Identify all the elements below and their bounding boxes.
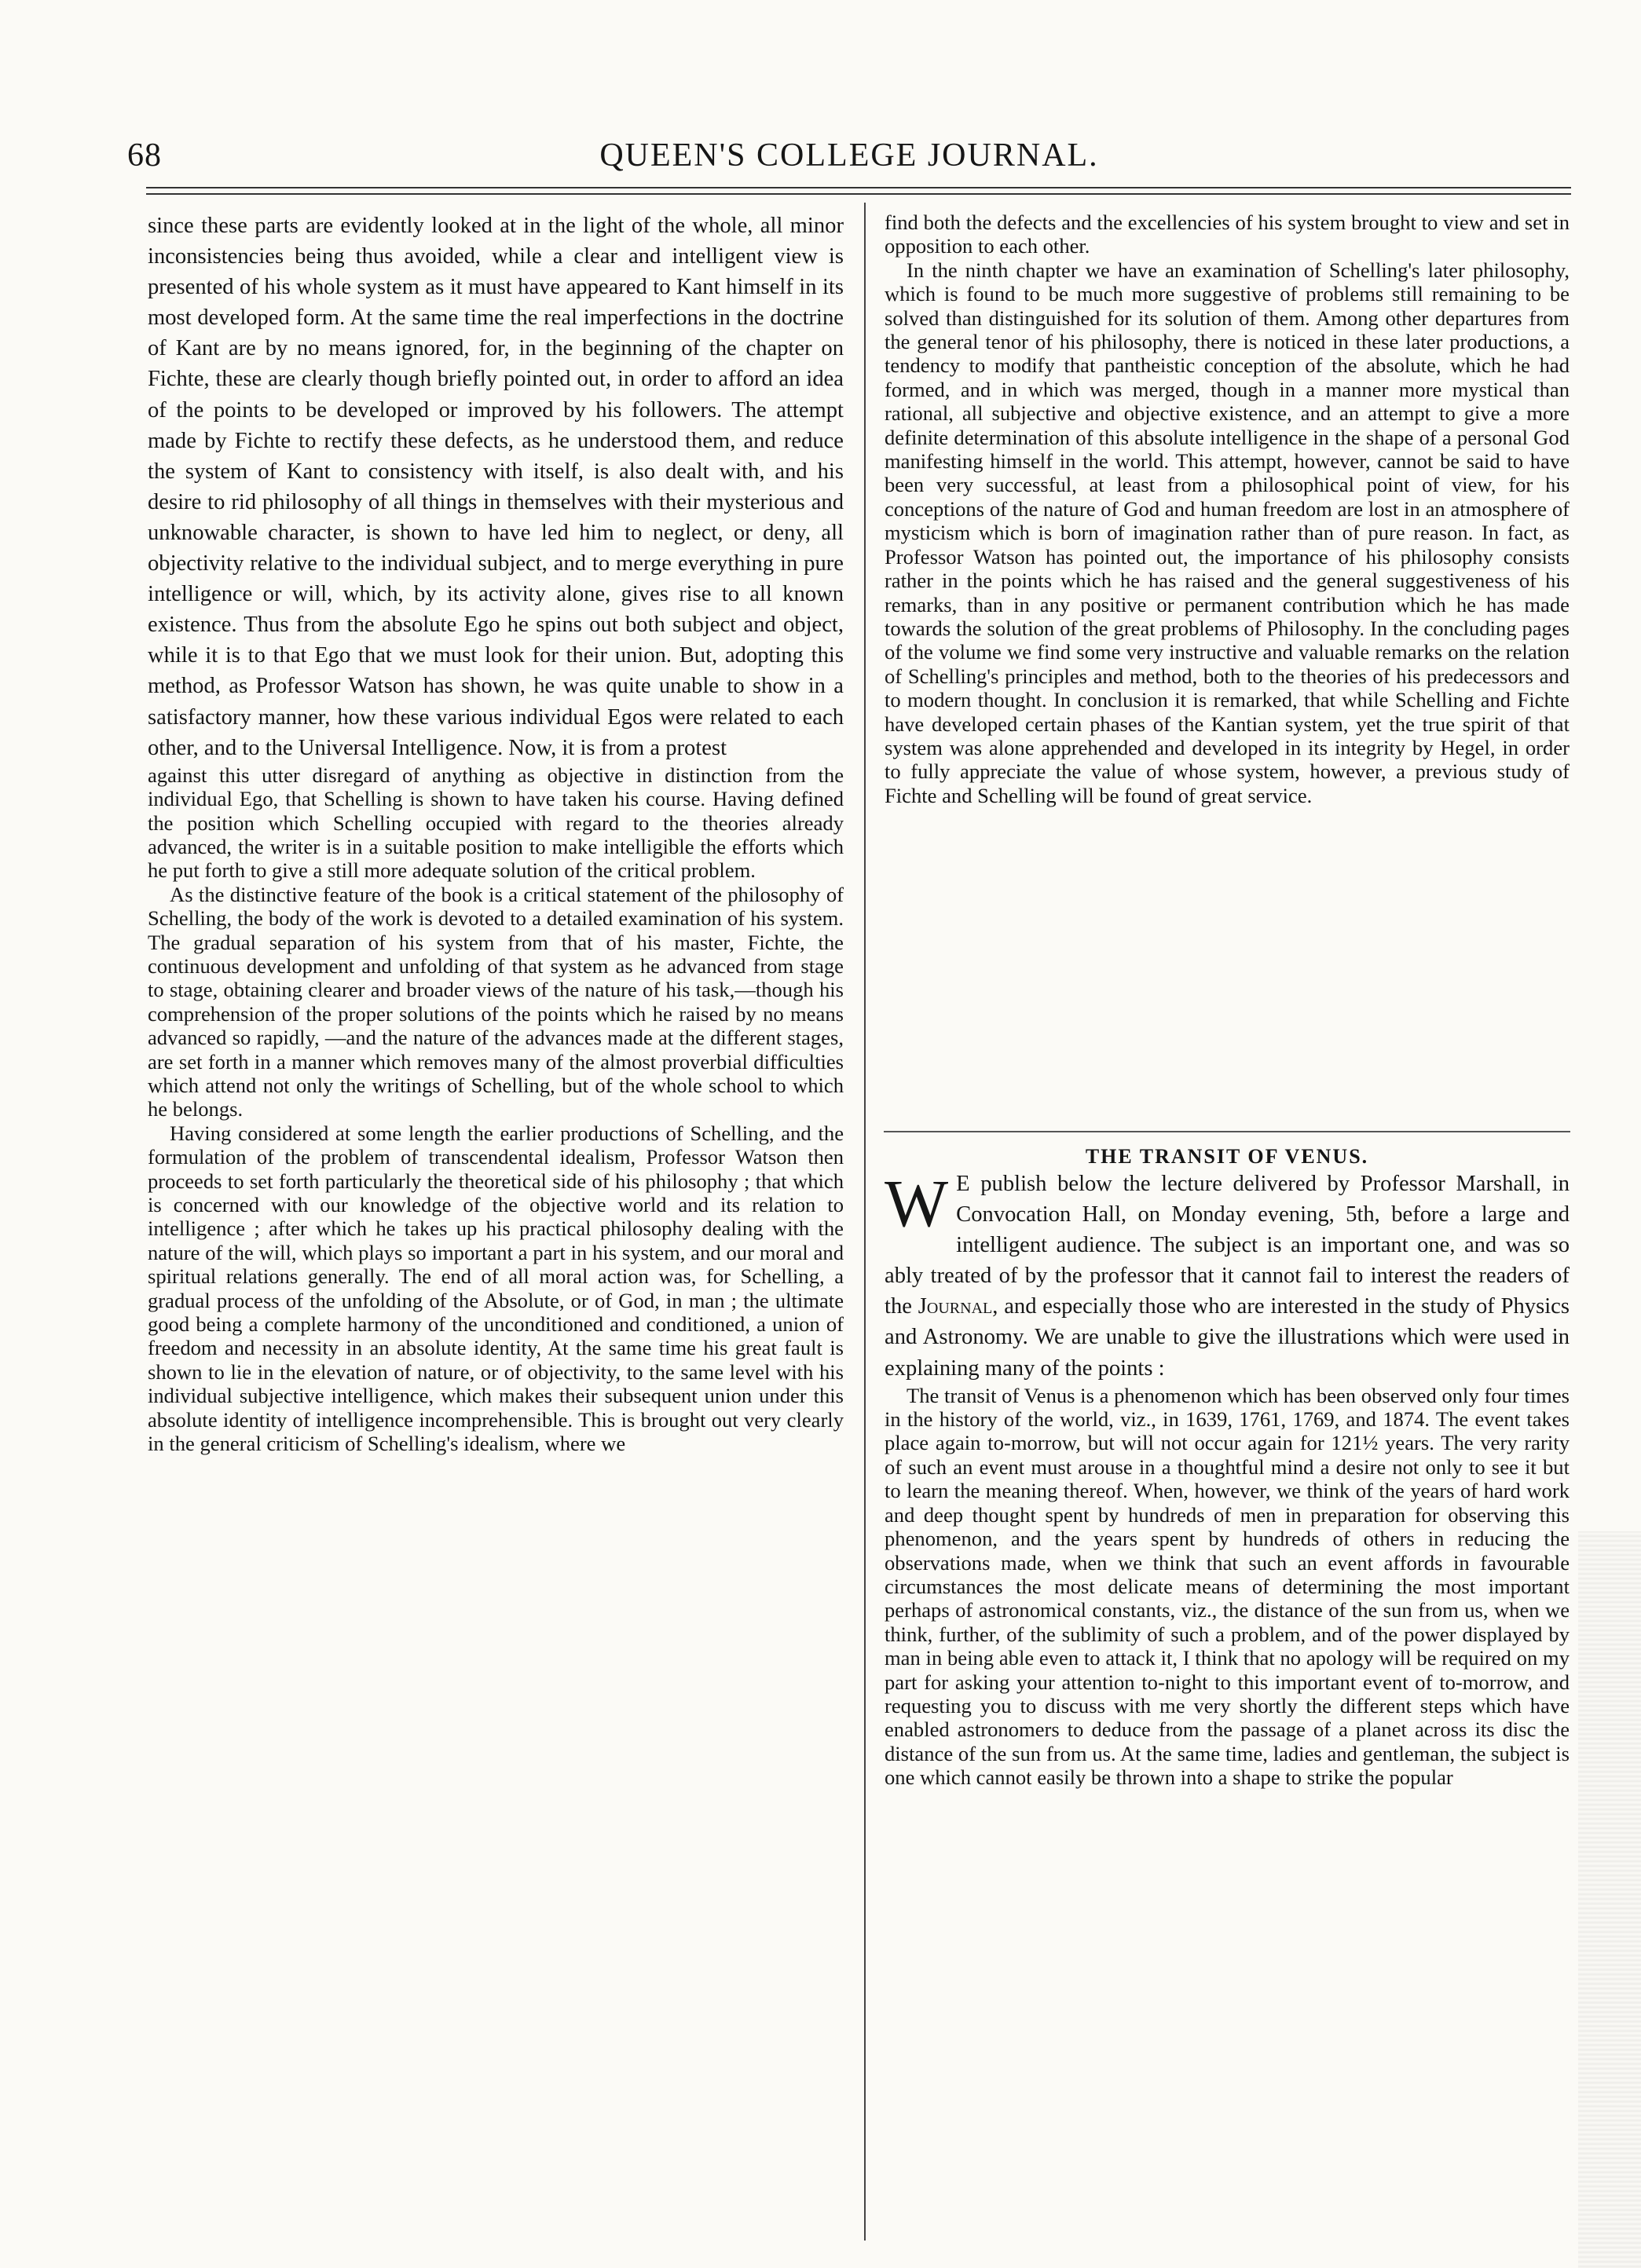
column-divider	[864, 203, 866, 2241]
right-column-top	[885, 210, 1570, 1131]
left-paragraph-2: As the distinctive feature of the book is a critical statement of the philosophy of Schelling, the body of the work is devoted to a detailed examination of his system. The gradual separation of his system from that of his master, Fichte, the continuous development and unfolding of that system as he advanced from stage to stage, obtaining clearer and broader views of the nature of his task,—though his comprehension of the proper solutions of the points which he raised by no means advanced so rapidly, —and the nature of the advances made at the different stages, are set forth in a manner which removes many of the almost proverbial difficulties which attend not only the writings of Schelling, but of the whole school to which he belongs.	[148, 882, 844, 1121]
header-rule-bottom	[146, 193, 1571, 195]
intro-text-a: E publish below the lecture delivered by Professor Marshall, in Convocation Hall, on Monday evening, 5th, before a large and intelligent audience. The subject is an important one, and was so ably treated of by the professor that it cannot fail to interest the readers of the	[885, 1172, 1570, 1319]
header-rule-top	[146, 187, 1571, 188]
lecture-paragraph: The transit of Venus is a phenomenon which has been observed only four times in the history of the world, viz., in 1639, 1761, 1769, and 1874. The event takes place again to-morrow, but will not occur again for 121½ years. The very rarity of such an event must arouse in a thoughtful mind a desire not only to see it but to learn the meaning thereof. When, however, we think of the years of hard work and deep thought spent by hundreds of men in preparation for observing this phenomenon, and the years spent by hundreds of others in reducing the observations made, when we think that such an event affords in favourable circumstances the most delicate means of determining the most important perhaps of astronomical constants, viz., the distance of the sun from us, when we think, further, of the sublimity of such a problem, and of the power displayed by man in being able even to attack it, I think that no apology will be required on my part for asking your attention to-night to this important event of to-morrow, and requesting you to discuss with me very shortly the different steps which have enabled astronomers to deduce from the passage of a planet across its disc the distance of the sun from us. At the same time, ladies and gentleman, the subject is one which cannot easily be thrown into a shape to strike the popular	[885, 1383, 1570, 1790]
right-column-bottom	[885, 1169, 1570, 2241]
section-heading: THE TRANSIT OF VENUS.	[1085, 1145, 1369, 1168]
left-paragraph-3: Having considered at some length the earlier productions of Schelling, and the formulation of the problem of transcendental idealism, Professor Watson then proceeds to set forth particularly the theoretical side of his philosophy ; that which is concerned with our knowledge of the objective world and its relation to intelligence ; after which he takes up his practical philosophy dealing with the nature of the will, which plays so important a part in his system, and our moral and spiritual relations generally. The end of all moral action was, for Schelling, a gradual process of the unfolding of the Absolute, or of God, in man ; the ultimate good being a complete harmony of the unconditioned and conditioned, a union of freedom and necessity in an absolute identity, At the same time his great fault is shown to lie in the elevation of nature, or of objectivity, to the same level with his individual subjective intelligence, which makes their subsequent union under this absolute identity of intelligence incomprehensible. This is brought out very clearly in the general criticism of Schelling's idealism, where we	[148, 1121, 844, 1456]
right-paragraph-2: In the ninth chapter we have an examination of Schelling's later philosophy, which is found to be much more suggestive of problems still remaining to be solved than distinguished for its solution of them. Among other departures from the general tenor of his philosophy, there is noticed in these later productions, a tendency to modify that pantheistic conception of the absolute, which he had formed, and in which was merged, though in a manner more mystical than rational, all subjective and objective existence, and an attempt to give a more definite determination of this absolute intelligence in the shape of a personal God manifesting himself in the world. This attempt, however, cannot be said to have been very successful, at least from a philosophical point of view, for his conceptions of the nature of God and human freedom are lost in an atmosphere of mysticism which is born of imagination rather than of pure reason. In fact, as Professor Watson has pointed out, the importance of his philosophy consists rather in the points which he has raised and the general suggestiveness of his remarks, than in any positive or permanent contribution which he has made towards the solution of the great problems of Philosophy. In the concluding pages of the volume we find some very instructive and valuable remarks on the relation of Schelling's principles and method, both to the theories of his predecessors and to modern thought. In conclusion it is remarked, that while Schelling and Fichte have developed certain phases of the Kantian system, yet the true spirit of that system was alone apprehended and developed in its integrity by Hegel, in order to fully appreciate the value of whose system, however, a previous study of Fichte and Schelling will be found of great service.	[885, 258, 1570, 807]
section-rule	[884, 1131, 1570, 1132]
left-paragraph-1-continued: against this utter disregard of anything as objective in distinction from the individual Ego, that Schelling is shown to have taken his course. Having defined the position which Schelling occupied with regard to the theories already advanced, the writer is in a suitable position to make intelligible the efforts which he put forth to give a still more adequate solution of the critical problem.	[148, 763, 844, 883]
intro-journal-word: Journal	[918, 1294, 993, 1319]
left-column	[148, 210, 844, 2241]
intro-text-b: , and especially those who are interested in the study of Physics and Astronomy. We are unable to give the illustrations which were used in explaining many of the points :	[885, 1294, 1570, 1381]
journal-title: QUEEN'S COLLEGE JOURNAL.	[599, 137, 1099, 174]
right-paragraph-1: find both the defects and the excellencies of his system brought to view and set in opposition to each other.	[885, 210, 1570, 258]
page-number: 68	[127, 137, 162, 174]
left-paragraph-1: since these parts are evidently looked at in the light of the whole, all minor inconsistencies being thus avoided, while a clear and intelligent view is presented of his whole system as it must have appeared to Kant himself in its most developed form. At the same time the real imperfections in the doctrine of Kant are by no means ignored, for, in the beginning of the chapter on Fichte, these are clearly though briefly pointed out, in order to afford an idea of the points to be developed or improved by his followers. The attempt made by Fichte to rectify these defects, as he understood them, and reduce the system of Kant to consistency with itself, is also dealt with, and his desire to rid philosophy of all things in themselves with their mysterious and unknowable character, is shown to have led him to neglect, or deny, all objectivity relative to the individual subject, and to merge everything in pure intelligence or will, which, by its activity alone, gives rise to all known existence. Thus from the absolute Ego he spins out both subject and object, while it is to that Ego that we must look for their union. But, adopting this method, as Professor Watson has shown, he was quite unable to show in a satisfactory manner, how these various individual Egos were related to each other, and to the Universal Intelligence. Now, it is from a protest	[148, 214, 844, 760]
drop-cap: W	[885, 1169, 949, 1241]
intro-paragraph	[885, 1169, 1570, 1384]
page-header	[127, 132, 1571, 187]
page-edge-texture	[1578, 1531, 1641, 2268]
